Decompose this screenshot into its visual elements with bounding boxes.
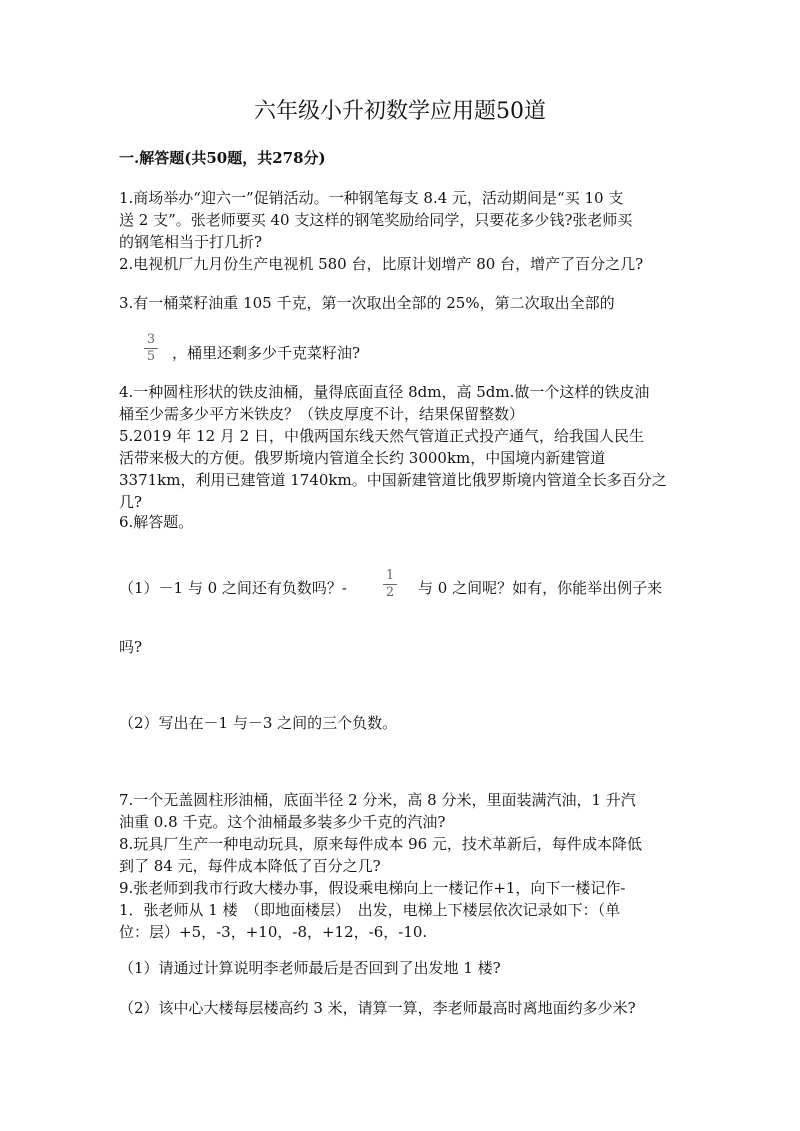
question-9-part-1: （1）请通过计算说明李老师最后是否回到了出发地 1 楼? xyxy=(119,959,501,977)
question-7-line-2: 油重 0.8 千克。这个油桶最多装多少千克的汽油? xyxy=(119,813,446,831)
section-heading: 一.解答题(共50题，共278分) xyxy=(119,149,326,167)
fraction-numerator: 1 xyxy=(385,568,395,583)
question-4-line-1: 4.一种圆柱形状的铁皮油桶，量得底面直径 8dm，高 5dm.做一个这样的铁皮油 xyxy=(119,383,650,401)
question-1-line-3: 的钢笔相当于打几折? xyxy=(119,233,263,251)
question-3-line-2: ，桶里还剩多少千克菜籽油? xyxy=(172,344,361,362)
question-4-line-2: 桶至少需多少平方米铁皮？（铁皮厚度不计，结果保留整数） xyxy=(119,405,525,423)
question-6-part-1-b: 与 0 之间呢？如有，你能举出例子来 xyxy=(418,579,663,597)
page-title: 六年级小升初数学应用题50道 xyxy=(254,99,546,124)
question-9-line-2: 1．张老师从 1 楼 （即地面楼层） 出发，电梯上下楼层依次记录如下：（单 xyxy=(119,901,621,919)
question-5-line-4: 几? xyxy=(119,493,143,511)
question-6-part-1-c: 吗? xyxy=(119,638,143,656)
question-9-part-2: （2）该中心大楼每层楼高约 3 米，请算一算，李老师最高时离地面约多少米? xyxy=(119,999,636,1017)
question-1-line-2: 送 2 支”。张老师要买 40 支这样的钢笔奖励给同学，只要花多少钱?张老师买 xyxy=(119,211,633,229)
fraction-denominator: 2 xyxy=(385,585,395,600)
question-1-line-1: 1.商场举办“迎六一”促销活动。一种钢笔每支 8.4 元，活动期间是“买 10 支 xyxy=(119,189,624,207)
fraction-denominator: 5 xyxy=(146,349,156,364)
question-8-line-2: 到了 84 元，每件成本降低了百分之几? xyxy=(119,857,381,875)
question-9-line-3: 位：层）+5，-3，+10，-8，+12，-6，-10. xyxy=(119,923,428,941)
question-9-line-1: 9.张老师到我市行政大楼办事，假设乘电梯向上一楼记作+1，向下一楼记作- xyxy=(119,879,626,897)
question-3-line-1: 3.有一桶菜籽油重 105 千克，第一次取出全部的 25%，第二次取出全部的 xyxy=(119,294,615,312)
question-8-line-1: 8.玩具厂生产一种电动玩具，原来每件成本 96 元，技术革新后，每件成本降低 xyxy=(119,835,642,853)
fraction-three-fifths xyxy=(142,333,160,364)
question-7-line-1: 7.一个无盖圆柱形油桶，底面半径 2 分米，高 8 分米，里面装满汽油，1 升汽 xyxy=(119,791,636,809)
question-6-part-2: （2）写出在－1 与－3 之间的三个负数。 xyxy=(119,714,398,732)
question-2: 2.电视机厂九月份生产电视机 580 台，比原计划增产 80 台，增产了百分之几? xyxy=(119,255,644,273)
fraction-one-half xyxy=(381,569,399,600)
question-5-line-2: 活带来极大的方便。俄罗斯境内管道全长约 3000km，中国境内新建管道 xyxy=(119,449,606,467)
question-6-part-1-a: （1）－1 与 0 之间还有负数吗？- xyxy=(119,579,348,597)
question-5-line-1: 5.2019 年 12 月 2 日，中俄两国东线天然气管道正式投产通气，给我国人民生 xyxy=(119,427,644,445)
question-6-heading: 6.解答题。 xyxy=(119,513,194,531)
question-5-line-3: 3371km，利用已建管道 1740km。中国新建管道比俄罗斯境内管道全长多百分之 xyxy=(119,471,667,489)
fraction-numerator: 3 xyxy=(146,332,156,347)
